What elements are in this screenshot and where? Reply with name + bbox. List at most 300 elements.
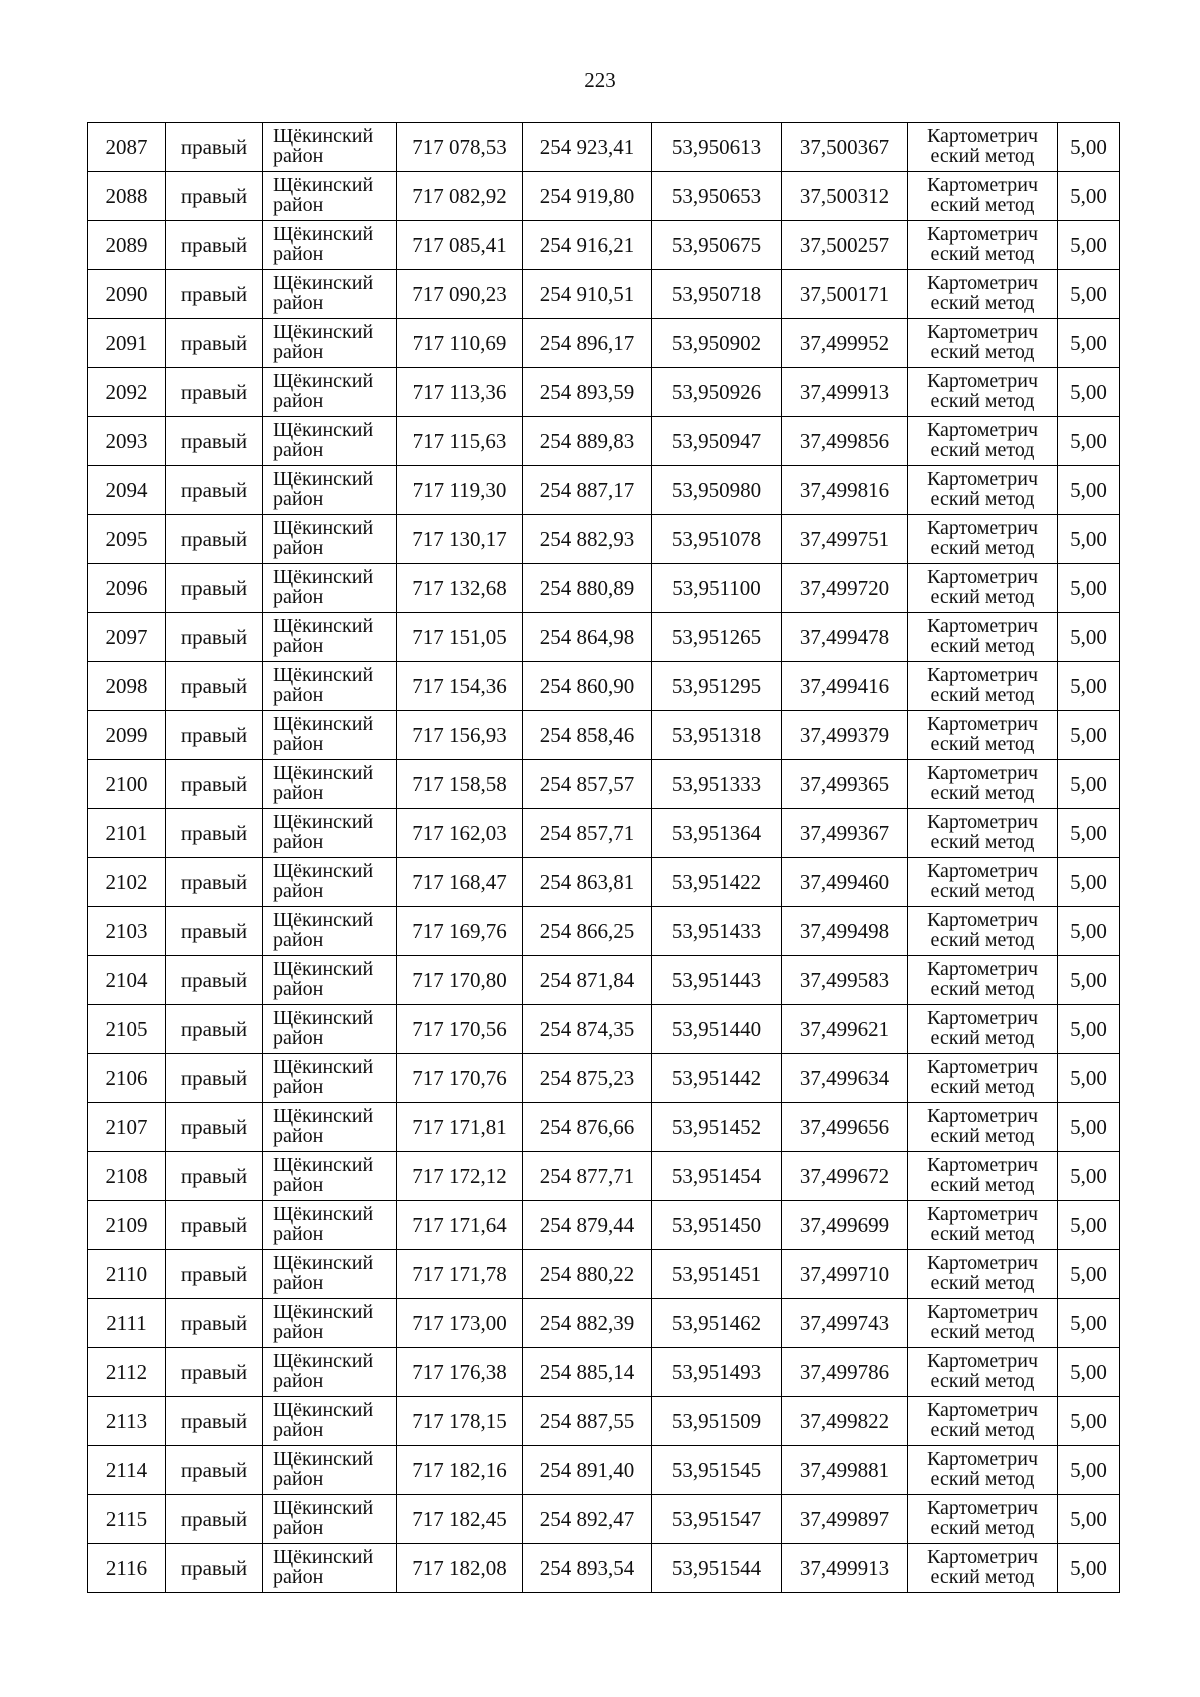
latitude-cell: 53,950653 — [652, 172, 782, 221]
method-cell: Картометрич еский метод — [908, 1250, 1058, 1299]
bank-cell: правый — [166, 319, 263, 368]
table-row — [88, 1152, 1120, 1201]
accuracy-cell: 5,00 — [1058, 270, 1120, 319]
district-cell: Щёкинский район — [263, 319, 397, 368]
table-row — [88, 368, 1120, 417]
accuracy-cell: 5,00 — [1058, 760, 1120, 809]
longitude-cell: 37,499881 — [782, 1446, 908, 1495]
table-row — [88, 1103, 1120, 1152]
latitude-cell: 53,951493 — [652, 1348, 782, 1397]
bank-cell: правый — [166, 711, 263, 760]
bank-cell: правый — [166, 809, 263, 858]
accuracy-cell: 5,00 — [1058, 466, 1120, 515]
longitude-cell: 37,499913 — [782, 1544, 908, 1593]
table-body — [88, 123, 1120, 1593]
longitude-cell: 37,499656 — [782, 1103, 908, 1152]
method-cell: Картометрич еский метод — [908, 1152, 1058, 1201]
latitude-cell: 53,950947 — [652, 417, 782, 466]
x-coordinate-cell: 717 170,80 — [397, 956, 523, 1005]
y-coordinate-cell: 254 860,90 — [523, 662, 652, 711]
bank-cell: правый — [166, 368, 263, 417]
method-cell: Картометрич еский метод — [908, 1103, 1058, 1152]
latitude-cell: 53,950718 — [652, 270, 782, 319]
latitude-cell: 53,950980 — [652, 466, 782, 515]
longitude-cell: 37,499856 — [782, 417, 908, 466]
table-row — [88, 564, 1120, 613]
district-cell: Щёкинский район — [263, 662, 397, 711]
bank-cell: правый — [166, 1397, 263, 1446]
point-number-cell: 2087 — [88, 123, 166, 172]
y-coordinate-cell: 254 880,22 — [523, 1250, 652, 1299]
longitude-cell: 37,499416 — [782, 662, 908, 711]
district-cell: Щёкинский район — [263, 417, 397, 466]
method-cell: Картометрич еский метод — [908, 123, 1058, 172]
district-cell: Щёкинский район — [263, 172, 397, 221]
x-coordinate-cell: 717 171,81 — [397, 1103, 523, 1152]
accuracy-cell: 5,00 — [1058, 1348, 1120, 1397]
page-number: 223 — [584, 68, 616, 92]
table-row — [88, 907, 1120, 956]
accuracy-cell: 5,00 — [1058, 1054, 1120, 1103]
longitude-cell: 37,499379 — [782, 711, 908, 760]
y-coordinate-cell: 254 919,80 — [523, 172, 652, 221]
x-coordinate-cell: 717 178,15 — [397, 1397, 523, 1446]
district-cell: Щёкинский район — [263, 1348, 397, 1397]
table-row — [88, 1005, 1120, 1054]
x-coordinate-cell: 717 176,38 — [397, 1348, 523, 1397]
accuracy-cell: 5,00 — [1058, 1201, 1120, 1250]
point-number-cell: 2107 — [88, 1103, 166, 1152]
method-cell: Картометрич еский метод — [908, 809, 1058, 858]
point-number-cell: 2116 — [88, 1544, 166, 1593]
longitude-cell: 37,499952 — [782, 319, 908, 368]
latitude-cell: 53,950675 — [652, 221, 782, 270]
x-coordinate-cell: 717 113,36 — [397, 368, 523, 417]
bank-cell: правый — [166, 760, 263, 809]
x-coordinate-cell: 717 182,16 — [397, 1446, 523, 1495]
bank-cell: правый — [166, 123, 263, 172]
longitude-cell: 37,499699 — [782, 1201, 908, 1250]
method-cell: Картометрич еский метод — [908, 172, 1058, 221]
table-row — [88, 417, 1120, 466]
x-coordinate-cell: 717 173,00 — [397, 1299, 523, 1348]
district-cell: Щёкинский район — [263, 1005, 397, 1054]
method-cell: Картометрич еский метод — [908, 1348, 1058, 1397]
accuracy-cell: 5,00 — [1058, 1250, 1120, 1299]
longitude-cell: 37,499365 — [782, 760, 908, 809]
method-cell: Картометрич еский метод — [908, 466, 1058, 515]
district-cell: Щёкинский район — [263, 613, 397, 662]
table-row — [88, 1348, 1120, 1397]
y-coordinate-cell: 254 876,66 — [523, 1103, 652, 1152]
x-coordinate-cell: 717 110,69 — [397, 319, 523, 368]
bank-cell: правый — [166, 1544, 263, 1593]
latitude-cell: 53,951443 — [652, 956, 782, 1005]
district-cell: Щёкинский район — [263, 270, 397, 319]
district-cell: Щёкинский район — [263, 1201, 397, 1250]
y-coordinate-cell: 254 874,35 — [523, 1005, 652, 1054]
bank-cell: правый — [166, 1348, 263, 1397]
point-number-cell: 2106 — [88, 1054, 166, 1103]
latitude-cell: 53,951544 — [652, 1544, 782, 1593]
x-coordinate-cell: 717 171,64 — [397, 1201, 523, 1250]
y-coordinate-cell: 254 887,55 — [523, 1397, 652, 1446]
y-coordinate-cell: 254 885,14 — [523, 1348, 652, 1397]
district-cell: Щёкинский район — [263, 809, 397, 858]
accuracy-cell: 5,00 — [1058, 564, 1120, 613]
bank-cell: правый — [166, 564, 263, 613]
table-row — [88, 270, 1120, 319]
latitude-cell: 53,951547 — [652, 1495, 782, 1544]
district-cell: Щёкинский район — [263, 1544, 397, 1593]
latitude-cell: 53,951451 — [652, 1250, 782, 1299]
accuracy-cell: 5,00 — [1058, 1446, 1120, 1495]
method-cell: Картометрич еский метод — [908, 858, 1058, 907]
point-number-cell: 2111 — [88, 1299, 166, 1348]
point-number-cell: 2102 — [88, 858, 166, 907]
latitude-cell: 53,951440 — [652, 1005, 782, 1054]
longitude-cell: 37,499478 — [782, 613, 908, 662]
longitude-cell: 37,499710 — [782, 1250, 908, 1299]
longitude-cell: 37,499897 — [782, 1495, 908, 1544]
table-row — [88, 1544, 1120, 1593]
accuracy-cell: 5,00 — [1058, 368, 1120, 417]
accuracy-cell: 5,00 — [1058, 613, 1120, 662]
method-cell: Картометрич еский метод — [908, 1054, 1058, 1103]
x-coordinate-cell: 717 172,12 — [397, 1152, 523, 1201]
x-coordinate-cell: 717 151,05 — [397, 613, 523, 662]
latitude-cell: 53,951265 — [652, 613, 782, 662]
accuracy-cell: 5,00 — [1058, 1152, 1120, 1201]
latitude-cell: 53,951509 — [652, 1397, 782, 1446]
point-number-cell: 2115 — [88, 1495, 166, 1544]
latitude-cell: 53,951454 — [652, 1152, 782, 1201]
y-coordinate-cell: 254 858,46 — [523, 711, 652, 760]
bank-cell: правый — [166, 1446, 263, 1495]
district-cell: Щёкинский район — [263, 368, 397, 417]
table-row — [88, 760, 1120, 809]
x-coordinate-cell: 717 130,17 — [397, 515, 523, 564]
district-cell: Щёкинский район — [263, 760, 397, 809]
y-coordinate-cell: 254 877,71 — [523, 1152, 652, 1201]
point-number-cell: 2099 — [88, 711, 166, 760]
latitude-cell: 53,951442 — [652, 1054, 782, 1103]
method-cell: Картометрич еский метод — [908, 319, 1058, 368]
point-number-cell: 2097 — [88, 613, 166, 662]
bank-cell: правый — [166, 1495, 263, 1544]
longitude-cell: 37,499672 — [782, 1152, 908, 1201]
district-cell: Щёкинский район — [263, 466, 397, 515]
table-row — [88, 515, 1120, 564]
point-number-cell: 2114 — [88, 1446, 166, 1495]
accuracy-cell: 5,00 — [1058, 1495, 1120, 1544]
district-cell: Щёкинский район — [263, 515, 397, 564]
longitude-cell: 37,500171 — [782, 270, 908, 319]
longitude-cell: 37,499367 — [782, 809, 908, 858]
accuracy-cell: 5,00 — [1058, 1397, 1120, 1446]
latitude-cell: 53,951433 — [652, 907, 782, 956]
table-row — [88, 1397, 1120, 1446]
latitude-cell: 53,951333 — [652, 760, 782, 809]
x-coordinate-cell: 717 182,45 — [397, 1495, 523, 1544]
longitude-cell: 37,499743 — [782, 1299, 908, 1348]
latitude-cell: 53,951462 — [652, 1299, 782, 1348]
y-coordinate-cell: 254 916,21 — [523, 221, 652, 270]
point-number-cell: 2112 — [88, 1348, 166, 1397]
x-coordinate-cell: 717 156,93 — [397, 711, 523, 760]
district-cell: Щёкинский район — [263, 907, 397, 956]
district-cell: Щёкинский район — [263, 711, 397, 760]
method-cell: Картометрич еский метод — [908, 711, 1058, 760]
point-number-cell: 2095 — [88, 515, 166, 564]
bank-cell: правый — [166, 662, 263, 711]
method-cell: Картометрич еский метод — [908, 662, 1058, 711]
y-coordinate-cell: 254 891,40 — [523, 1446, 652, 1495]
latitude-cell: 53,951450 — [652, 1201, 782, 1250]
method-cell: Картометрич еский метод — [908, 1201, 1058, 1250]
accuracy-cell: 5,00 — [1058, 172, 1120, 221]
point-number-cell: 2101 — [88, 809, 166, 858]
x-coordinate-cell: 717 171,78 — [397, 1250, 523, 1299]
bank-cell: правый — [166, 466, 263, 515]
point-number-cell: 2088 — [88, 172, 166, 221]
longitude-cell: 37,499634 — [782, 1054, 908, 1103]
method-cell: Картометрич еский метод — [908, 368, 1058, 417]
table-row — [88, 1201, 1120, 1250]
latitude-cell: 53,951364 — [652, 809, 782, 858]
method-cell: Картометрич еский метод — [908, 1005, 1058, 1054]
method-cell: Картометрич еский метод — [908, 1299, 1058, 1348]
district-cell: Щёкинский район — [263, 956, 397, 1005]
latitude-cell: 53,951452 — [652, 1103, 782, 1152]
table-row — [88, 1250, 1120, 1299]
x-coordinate-cell: 717 082,92 — [397, 172, 523, 221]
method-cell: Картометрич еский метод — [908, 417, 1058, 466]
accuracy-cell: 5,00 — [1058, 662, 1120, 711]
bank-cell: правый — [166, 1299, 263, 1348]
latitude-cell: 53,951318 — [652, 711, 782, 760]
district-cell: Щёкинский район — [263, 1397, 397, 1446]
table-row — [88, 319, 1120, 368]
point-number-cell: 2105 — [88, 1005, 166, 1054]
y-coordinate-cell: 254 857,57 — [523, 760, 652, 809]
longitude-cell: 37,499816 — [782, 466, 908, 515]
method-cell: Картометрич еский метод — [908, 1397, 1058, 1446]
y-coordinate-cell: 254 892,47 — [523, 1495, 652, 1544]
y-coordinate-cell: 254 875,23 — [523, 1054, 652, 1103]
y-coordinate-cell: 254 893,59 — [523, 368, 652, 417]
x-coordinate-cell: 717 170,76 — [397, 1054, 523, 1103]
longitude-cell: 37,499621 — [782, 1005, 908, 1054]
table-row — [88, 613, 1120, 662]
district-cell: Щёкинский район — [263, 221, 397, 270]
district-cell: Щёкинский район — [263, 1446, 397, 1495]
point-number-cell: 2093 — [88, 417, 166, 466]
x-coordinate-cell: 717 085,41 — [397, 221, 523, 270]
method-cell: Картометрич еский метод — [908, 564, 1058, 613]
accuracy-cell: 5,00 — [1058, 123, 1120, 172]
point-number-cell: 2104 — [88, 956, 166, 1005]
table-row — [88, 172, 1120, 221]
y-coordinate-cell: 254 889,83 — [523, 417, 652, 466]
method-cell: Картометрич еский метод — [908, 613, 1058, 662]
y-coordinate-cell: 254 880,89 — [523, 564, 652, 613]
y-coordinate-cell: 254 866,25 — [523, 907, 652, 956]
x-coordinate-cell: 717 162,03 — [397, 809, 523, 858]
y-coordinate-cell: 254 871,84 — [523, 956, 652, 1005]
method-cell: Картометрич еский метод — [908, 1544, 1058, 1593]
x-coordinate-cell: 717 078,53 — [397, 123, 523, 172]
district-cell: Щёкинский район — [263, 1152, 397, 1201]
district-cell: Щёкинский район — [263, 1299, 397, 1348]
accuracy-cell: 5,00 — [1058, 858, 1120, 907]
point-number-cell: 2109 — [88, 1201, 166, 1250]
bank-cell: правый — [166, 221, 263, 270]
method-cell: Картометрич еский метод — [908, 515, 1058, 564]
point-number-cell: 2092 — [88, 368, 166, 417]
latitude-cell: 53,951295 — [652, 662, 782, 711]
table-row — [88, 711, 1120, 760]
table-row — [88, 466, 1120, 515]
district-cell: Щёкинский район — [263, 1250, 397, 1299]
x-coordinate-cell: 717 119,30 — [397, 466, 523, 515]
longitude-cell: 37,499913 — [782, 368, 908, 417]
bank-cell: правый — [166, 1005, 263, 1054]
latitude-cell: 53,951422 — [652, 858, 782, 907]
x-coordinate-cell: 717 090,23 — [397, 270, 523, 319]
bank-cell: правый — [166, 907, 263, 956]
longitude-cell: 37,499460 — [782, 858, 908, 907]
longitude-cell: 37,499720 — [782, 564, 908, 613]
method-cell: Картометрич еский метод — [908, 760, 1058, 809]
method-cell: Картометрич еский метод — [908, 907, 1058, 956]
bank-cell: правый — [166, 613, 263, 662]
y-coordinate-cell: 254 893,54 — [523, 1544, 652, 1593]
longitude-cell: 37,500367 — [782, 123, 908, 172]
y-coordinate-cell: 254 864,98 — [523, 613, 652, 662]
point-number-cell: 2091 — [88, 319, 166, 368]
table-row — [88, 123, 1120, 172]
table-row — [88, 1446, 1120, 1495]
x-coordinate-cell: 717 158,58 — [397, 760, 523, 809]
point-number-cell: 2096 — [88, 564, 166, 613]
table-row — [88, 1495, 1120, 1544]
latitude-cell: 53,950613 — [652, 123, 782, 172]
latitude-cell: 53,951100 — [652, 564, 782, 613]
accuracy-cell: 5,00 — [1058, 417, 1120, 466]
longitude-cell: 37,499583 — [782, 956, 908, 1005]
y-coordinate-cell: 254 882,39 — [523, 1299, 652, 1348]
district-cell: Щёкинский район — [263, 1103, 397, 1152]
longitude-cell: 37,499786 — [782, 1348, 908, 1397]
latitude-cell: 53,951545 — [652, 1446, 782, 1495]
accuracy-cell: 5,00 — [1058, 1544, 1120, 1593]
point-number-cell: 2090 — [88, 270, 166, 319]
district-cell: Щёкинский район — [263, 1495, 397, 1544]
x-coordinate-cell: 717 115,63 — [397, 417, 523, 466]
latitude-cell: 53,950926 — [652, 368, 782, 417]
accuracy-cell: 5,00 — [1058, 1005, 1120, 1054]
y-coordinate-cell: 254 879,44 — [523, 1201, 652, 1250]
bank-cell: правый — [166, 1054, 263, 1103]
x-coordinate-cell: 717 169,76 — [397, 907, 523, 956]
bank-cell: правый — [166, 1201, 263, 1250]
table-row — [88, 858, 1120, 907]
point-number-cell: 2089 — [88, 221, 166, 270]
longitude-cell: 37,500312 — [782, 172, 908, 221]
district-cell: Щёкинский район — [263, 123, 397, 172]
bank-cell: правый — [166, 858, 263, 907]
table-row — [88, 662, 1120, 711]
x-coordinate-cell: 717 132,68 — [397, 564, 523, 613]
point-number-cell: 2110 — [88, 1250, 166, 1299]
accuracy-cell: 5,00 — [1058, 515, 1120, 564]
district-cell: Щёкинский район — [263, 564, 397, 613]
latitude-cell: 53,950902 — [652, 319, 782, 368]
bank-cell: правый — [166, 270, 263, 319]
table-row — [88, 809, 1120, 858]
accuracy-cell: 5,00 — [1058, 907, 1120, 956]
bank-cell: правый — [166, 417, 263, 466]
method-cell: Картометрич еский метод — [908, 1495, 1058, 1544]
accuracy-cell: 5,00 — [1058, 809, 1120, 858]
point-number-cell: 2098 — [88, 662, 166, 711]
bank-cell: правый — [166, 172, 263, 221]
point-number-cell: 2094 — [88, 466, 166, 515]
y-coordinate-cell: 254 863,81 — [523, 858, 652, 907]
y-coordinate-cell: 254 882,93 — [523, 515, 652, 564]
x-coordinate-cell: 717 182,08 — [397, 1544, 523, 1593]
method-cell: Картометрич еский метод — [908, 1446, 1058, 1495]
x-coordinate-cell: 717 170,56 — [397, 1005, 523, 1054]
accuracy-cell: 5,00 — [1058, 711, 1120, 760]
x-coordinate-cell: 717 154,36 — [397, 662, 523, 711]
accuracy-cell: 5,00 — [1058, 1103, 1120, 1152]
bank-cell: правый — [166, 1103, 263, 1152]
table-row — [88, 1299, 1120, 1348]
point-number-cell: 2108 — [88, 1152, 166, 1201]
accuracy-cell: 5,00 — [1058, 956, 1120, 1005]
point-number-cell: 2103 — [88, 907, 166, 956]
bank-cell: правый — [166, 1250, 263, 1299]
method-cell: Картометрич еский метод — [908, 270, 1058, 319]
table-row — [88, 956, 1120, 1005]
x-coordinate-cell: 717 168,47 — [397, 858, 523, 907]
bank-cell: правый — [166, 515, 263, 564]
longitude-cell: 37,500257 — [782, 221, 908, 270]
bank-cell: правый — [166, 1152, 263, 1201]
accuracy-cell: 5,00 — [1058, 1299, 1120, 1348]
district-cell: Щёкинский район — [263, 858, 397, 907]
y-coordinate-cell: 254 887,17 — [523, 466, 652, 515]
y-coordinate-cell: 254 896,17 — [523, 319, 652, 368]
longitude-cell: 37,499822 — [782, 1397, 908, 1446]
y-coordinate-cell: 254 857,71 — [523, 809, 652, 858]
point-number-cell: 2100 — [88, 760, 166, 809]
method-cell: Картометрич еский метод — [908, 956, 1058, 1005]
table-row — [88, 1054, 1120, 1103]
latitude-cell: 53,951078 — [652, 515, 782, 564]
y-coordinate-cell: 254 923,41 — [523, 123, 652, 172]
accuracy-cell: 5,00 — [1058, 221, 1120, 270]
longitude-cell: 37,499498 — [782, 907, 908, 956]
accuracy-cell: 5,00 — [1058, 319, 1120, 368]
bank-cell: правый — [166, 956, 263, 1005]
method-cell: Картометрич еский метод — [908, 221, 1058, 270]
y-coordinate-cell: 254 910,51 — [523, 270, 652, 319]
point-number-cell: 2113 — [88, 1397, 166, 1446]
table-row — [88, 221, 1120, 270]
